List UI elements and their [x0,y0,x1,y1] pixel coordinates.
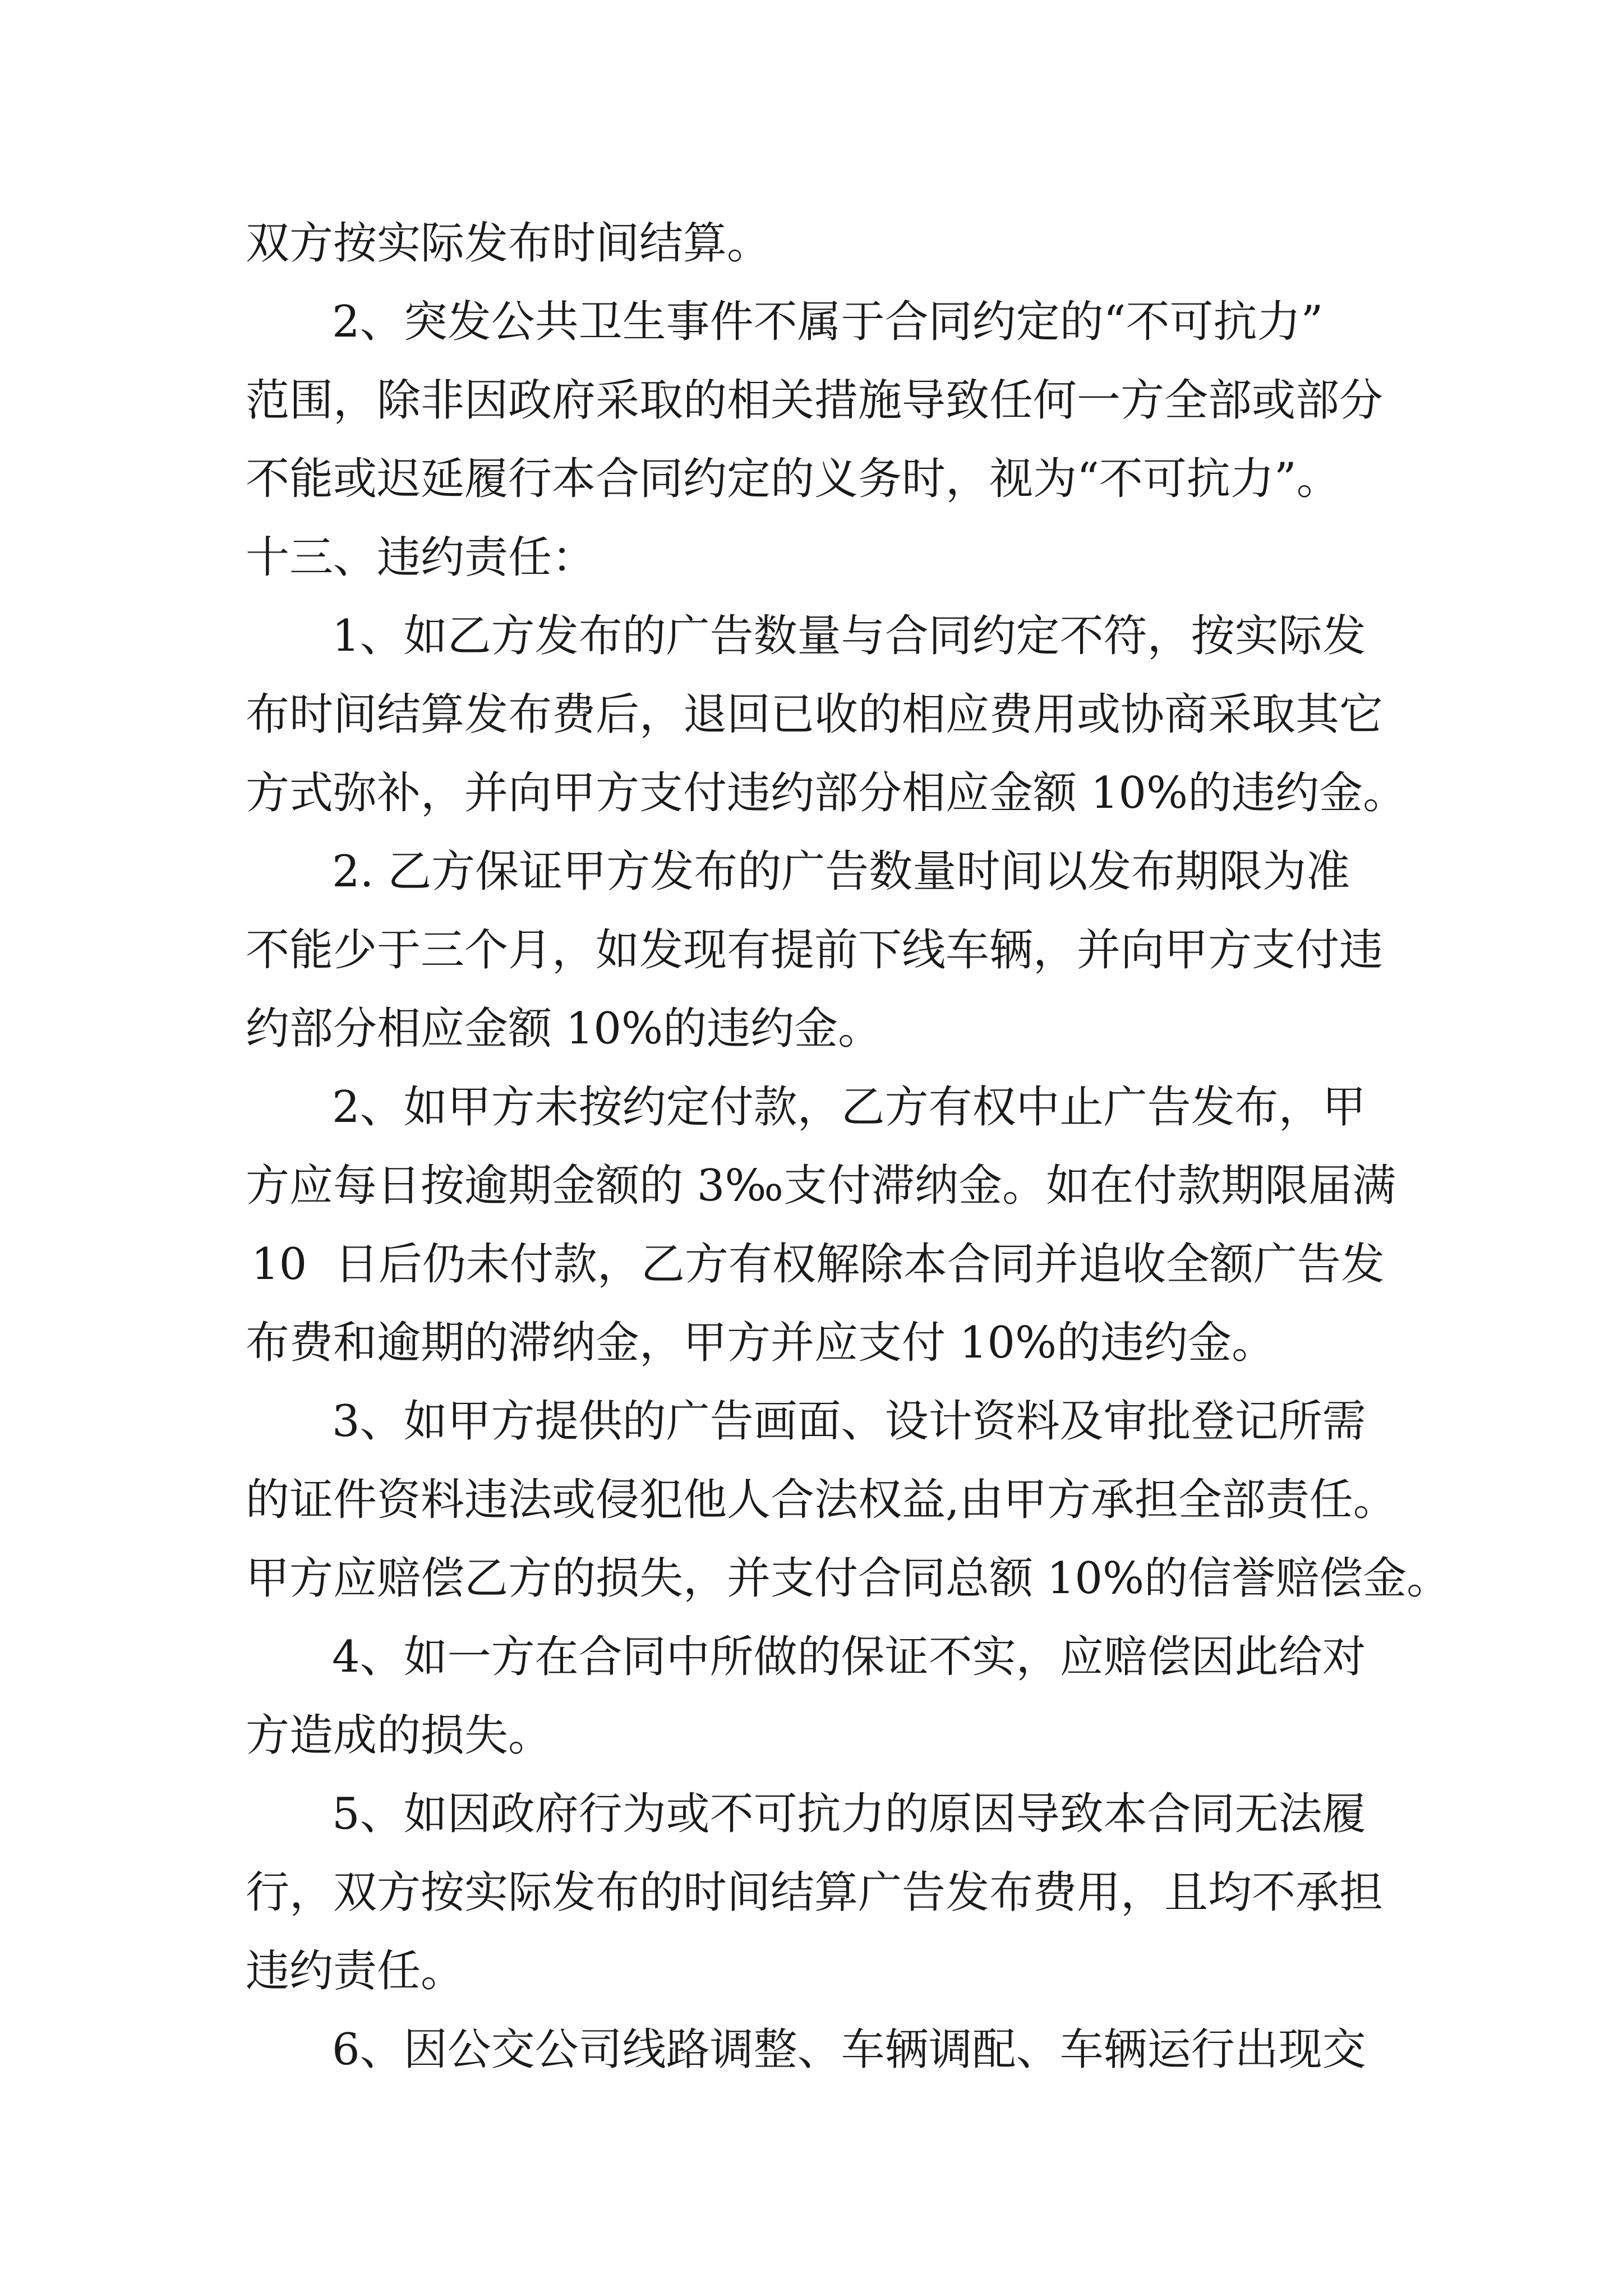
text-line: 方应每日按逾期金额的 3‰支付滞纳金。如在付款期限届满 [246,1161,1396,1211]
text-line: 2. 乙方保证甲方发布的广告数量时间以发布期限为准 [332,846,1350,897]
text-line: 布费和逾期的滞纳金，甲方并应支付 10%的违约金。 [246,1318,1276,1368]
text-line: 双方按实际发布时间结算。 [246,218,771,269]
text-line: 方式弥补，并向甲方支付违约部分相应金额 10%的违约金。 [246,768,1407,818]
text-line: 5、如因政府行为或不可抗力的原因导致本合同无法履 [332,1789,1366,1839]
text-line: 范围，除非因政府采取的相关措施导致任何一方全部或部分 [246,375,1384,426]
text-line: 1、如乙方发布的广告数量与合同约定不符，按实际发 [332,611,1366,661]
text-line: 10 日后仍未付款，乙方有权解除本合同并追收全额广告发 [251,1239,1385,1290]
text-line: 3、如甲方提供的广告画面、设计资料及审批登记所需 [332,1396,1366,1447]
text-line: 布时间结算发布费后，退回已收的相应费用或协商采取其它 [246,689,1384,740]
text-line: 违约责任。 [246,1946,465,1996]
text-line: 甲方应赔偿乙方的损失，并支付合同总额 10%的信誉赔偿金。 [246,1553,1451,1604]
text-line: 2、如甲方未按约定付款，乙方有权中止广告发布，甲 [332,1082,1366,1133]
text-line: 方造成的损失。 [246,1710,552,1761]
text-line: 6、因公交公司线路调整、车辆调配、车辆运行出现交 [332,2024,1366,2075]
section-heading: 十三、违约责任： [246,532,596,583]
text-line: 4、如一方在合同中所做的保证不实，应赔偿因此给对 [332,1632,1366,1682]
text-line: 约部分相应金额 10%的违约金。 [246,1004,882,1054]
text-line: 2、突发公共卫生事件不属于合同约定的“不可抗力” [332,297,1324,347]
text-line: 不能少于三个月，如发现有提前下线车辆，并向甲方支付违 [246,925,1384,976]
text-line: 行，双方按实际发布的时间结算广告发布费用，且均不承担 [246,1867,1384,1918]
text-line: 不能或迟延履行本合同约定的义务时，视为“不可抗力”。 [246,454,1340,504]
text-line: 的证件资料违法或侵犯他人合法权益,由甲方承担全部责任。 [246,1475,1397,1525]
